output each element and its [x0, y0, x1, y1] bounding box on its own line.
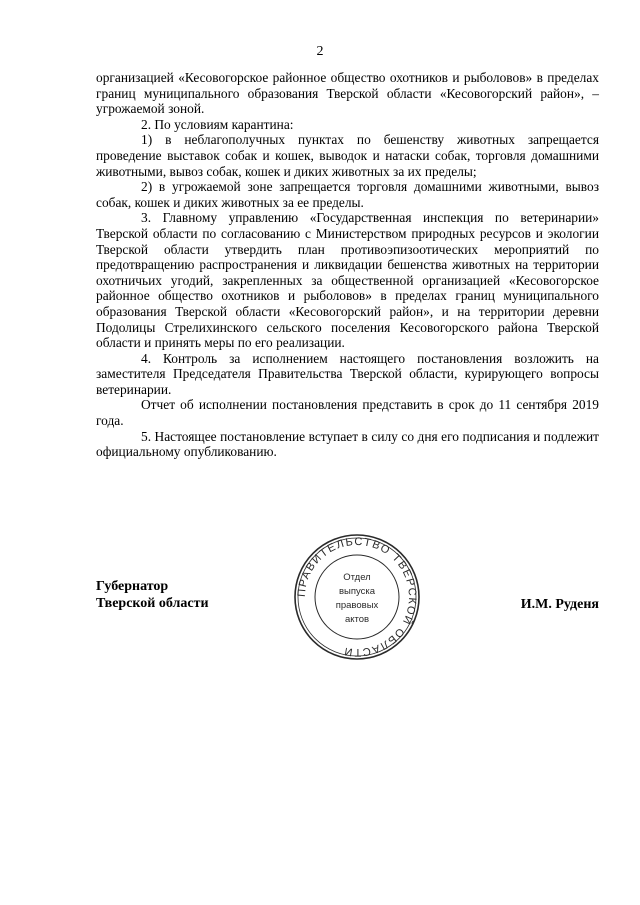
paragraph-item-3: 3. Главному управлению «Государственная инспекция по ветеринарии» Тверской области по согласованию с Министерством природных ресурсов и экологии Тверской области утвердить план противоэпизоотических мероприятий по предотвращению распространения и ликвидации бешенства животных на территории охотничьих угодий, закрепленных за общественной организацией «Кесовогорское районное общество охотников и рыболовов» в пределах границ муниципального образования Тверской области «Кесовогорский район», и на территории деревни Подолицы Стрелихинского сельского поселения Кесовогорского района Тверской области и принять меры по его реализации. — [96, 210, 599, 351]
signature-title-line-1: Губернатор — [96, 579, 169, 594]
stamp-center-line-2: выпуска — [338, 586, 376, 597]
paragraph-report: Отчет об исполнении постановления представить в срок до 11 сентября 2019 года. — [96, 397, 599, 429]
official-stamp — [292, 532, 422, 662]
paragraph-subitem-1: 1) в неблагополучных пунктах по бешенству животных запрещается проведение выставок собак и кошек, выводок и натаски собак, торговля домашними животными, вывоз собак, кошек и диких животных за их пределы; — [96, 132, 599, 179]
stamp-ring-text: ПРАВИТЕЛЬСТВО ТВЕРСКОЙ ОБЛАСТИ — [295, 535, 419, 659]
stamp-outer-ring — [295, 535, 419, 659]
paragraph-continuation: организацией «Кесовогорское районное общество охотников и рыболовов» в пределах границ муниципального образования Тверской области «Кесовогорский район», – угрожаемой зоной. — [96, 70, 599, 117]
signature-title — [96, 578, 209, 612]
document-body — [96, 70, 599, 460]
signature-title-line-2: Тверской области — [96, 596, 209, 611]
paragraph-item-2: 2. По условиям карантина: — [141, 116, 294, 132]
stamp-inner-ring — [315, 555, 399, 639]
paragraph-item-4: 4. Контроль за исполнением настоящего постановления возложить на заместителя Председателя Правительства Тверской области, курирующего вопросы ветеринарии. — [96, 350, 599, 397]
stamp-center-line-3: правовых — [335, 600, 379, 611]
stamp-center-line-4: актов — [344, 614, 370, 625]
page-number: 2 — [316, 44, 324, 59]
stamp-center-line-1: Отдел — [343, 572, 371, 583]
paragraph-item-5: 5. Настоящее постановление вступает в силу со дня его подписания и подлежит официальному опубликованию. — [96, 428, 599, 460]
signatory-name: И.М. Руденя — [520, 597, 599, 612]
paragraph-subitem-2: 2) в угрожаемой зоне запрещается торговля домашними животными, вывоз собак, кошек и диких животных за ее пределы. — [96, 179, 599, 210]
